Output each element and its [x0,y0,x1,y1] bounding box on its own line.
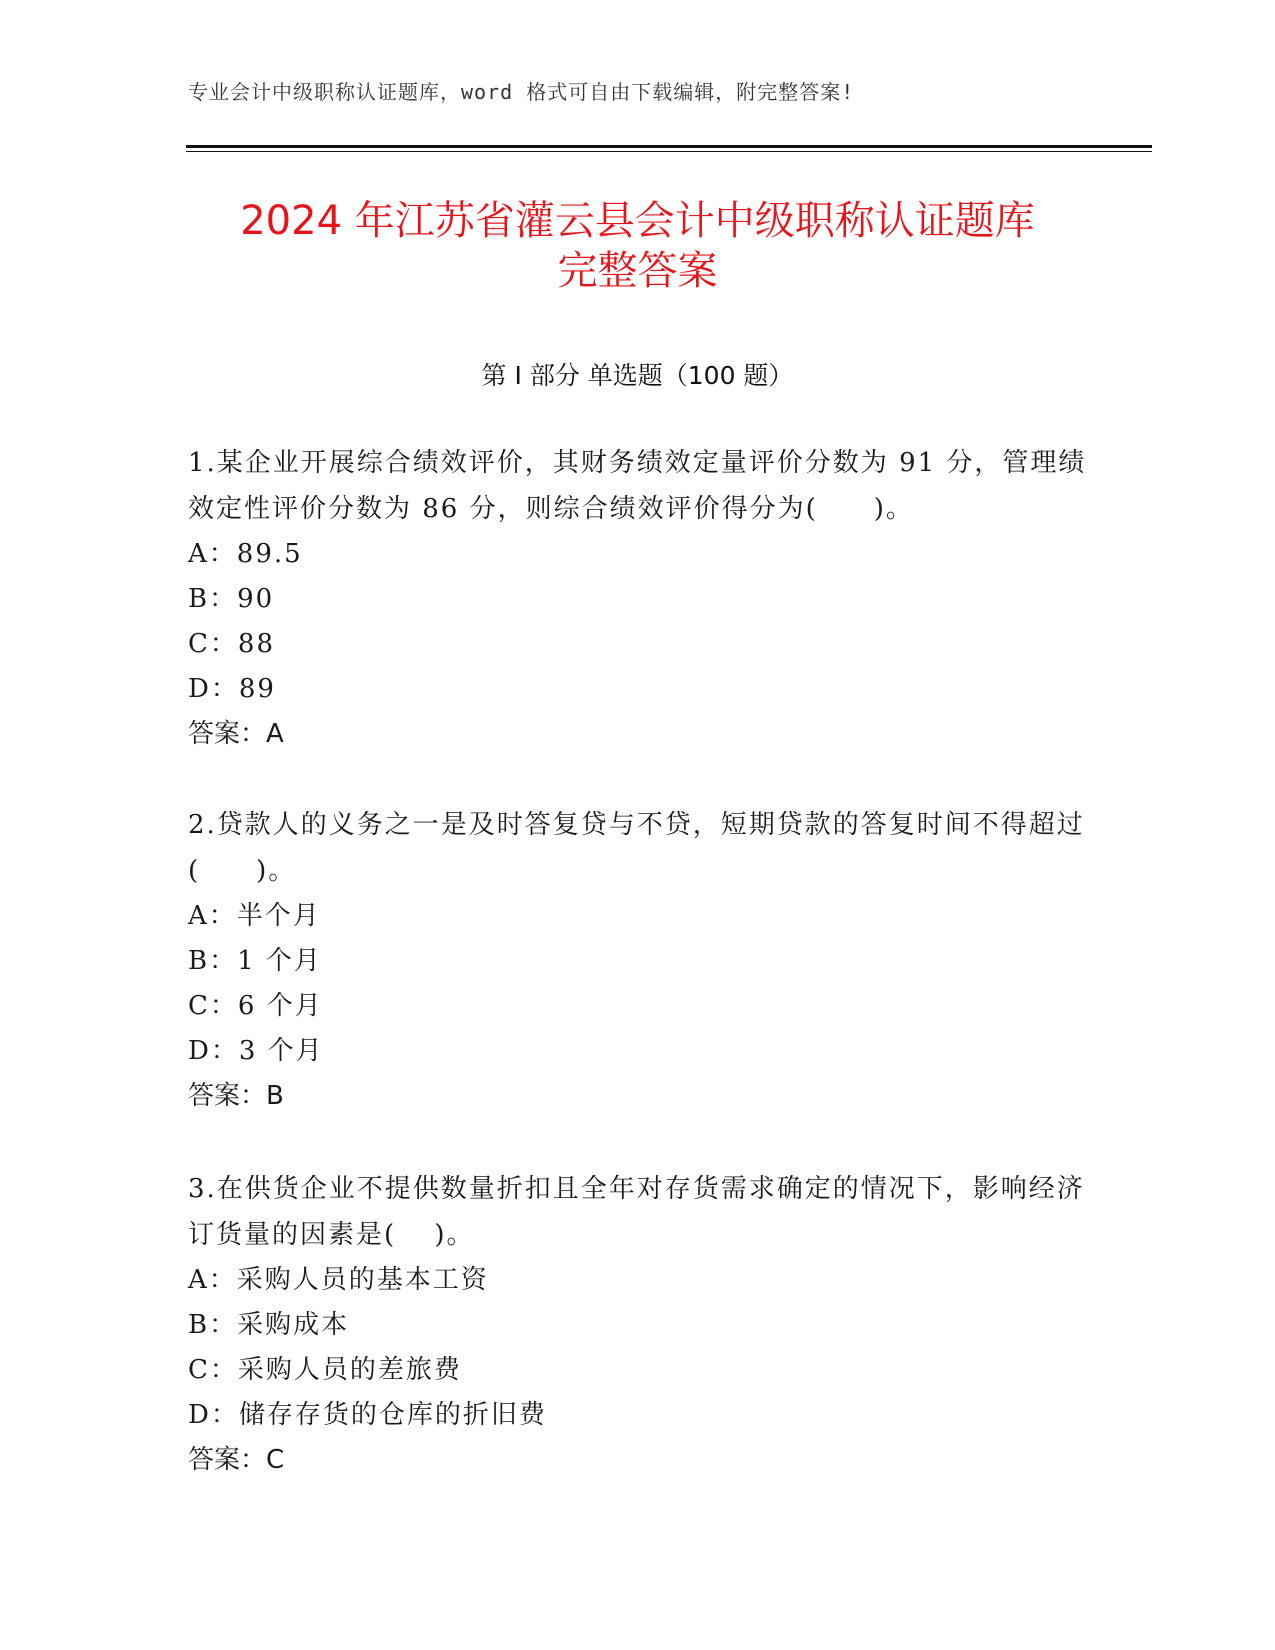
option-text: 采购成本 [237,1310,350,1340]
option-key: A： [188,901,237,931]
option-text: 半个月 [236,901,321,931]
document-title-line1: 2024 年江苏省灌云县会计中级职称认证题库 [240,198,1035,244]
option-b [188,577,1088,622]
option-d [188,1029,1088,1074]
option-a [188,894,1088,939]
option-text: 3 个月 [238,1036,324,1066]
option-key: C： [188,991,238,1021]
question-2 [188,802,1088,1119]
option-key: B： [188,946,238,976]
section-heading: 第 I 部分 单选题（100 题） [481,361,794,390]
option-a [188,532,1088,577]
option-key: D： [188,1400,239,1430]
option-text: 88 [237,629,275,659]
option-a [188,1258,1088,1303]
option-text: 89 [238,674,276,704]
option-key: D： [188,674,239,704]
option-key: C： [188,629,238,659]
option-b [188,1303,1088,1348]
option-c [188,622,1088,667]
option-key: A： [188,1265,237,1295]
header-divider-thick [186,145,1152,148]
header-divider-thin [186,151,1152,152]
option-d [188,667,1088,712]
option-key: B： [188,1310,238,1340]
question-1 [188,440,1088,757]
answer-line: 答案：C [188,1445,285,1475]
option-key: A： [188,539,237,569]
answer-line: 答案：A [188,719,284,749]
option-b [188,939,1088,984]
option-text: 采购人员的差旅费 [237,1355,462,1385]
answer-line: 答案：B [188,1081,284,1111]
option-text: 采购人员的基本工资 [236,1265,489,1295]
option-d [188,1393,1088,1438]
option-key: C： [188,1355,238,1385]
question-3 [188,1166,1088,1483]
option-text: 储存存货的仓库的折旧费 [238,1400,547,1430]
option-c [188,984,1088,1029]
document-title-line2: 完整答案 [557,248,718,294]
document-title [150,196,1125,296]
question-text: 2.贷款人的义务之一是及时答复贷与不贷，短期贷款的答复时间不得超过( )。 [188,810,1085,886]
option-text: 90 [237,584,275,614]
option-c [188,1348,1088,1393]
question-text: 3.在供货企业不提供数量折扣且全年对存货需求确定的情况下，影响经济订货量的因素是( )。 [188,1174,1085,1250]
question-text: 1.某企业开展综合绩效评价，其财务绩效定量评价分数为 91 分，管理绩效定性评价分数为 86 分，则综合绩效评价得分为( )。 [188,448,1087,524]
option-text: 6 个月 [237,991,323,1021]
option-key: B： [188,584,238,614]
option-key: D： [188,1036,239,1066]
option-text: 1 个月 [237,946,322,976]
header-note: 专业会计中级职称认证题库，word 格式可自由下载编辑，附完整答案! [188,80,855,104]
option-text: 89.5 [236,539,303,569]
